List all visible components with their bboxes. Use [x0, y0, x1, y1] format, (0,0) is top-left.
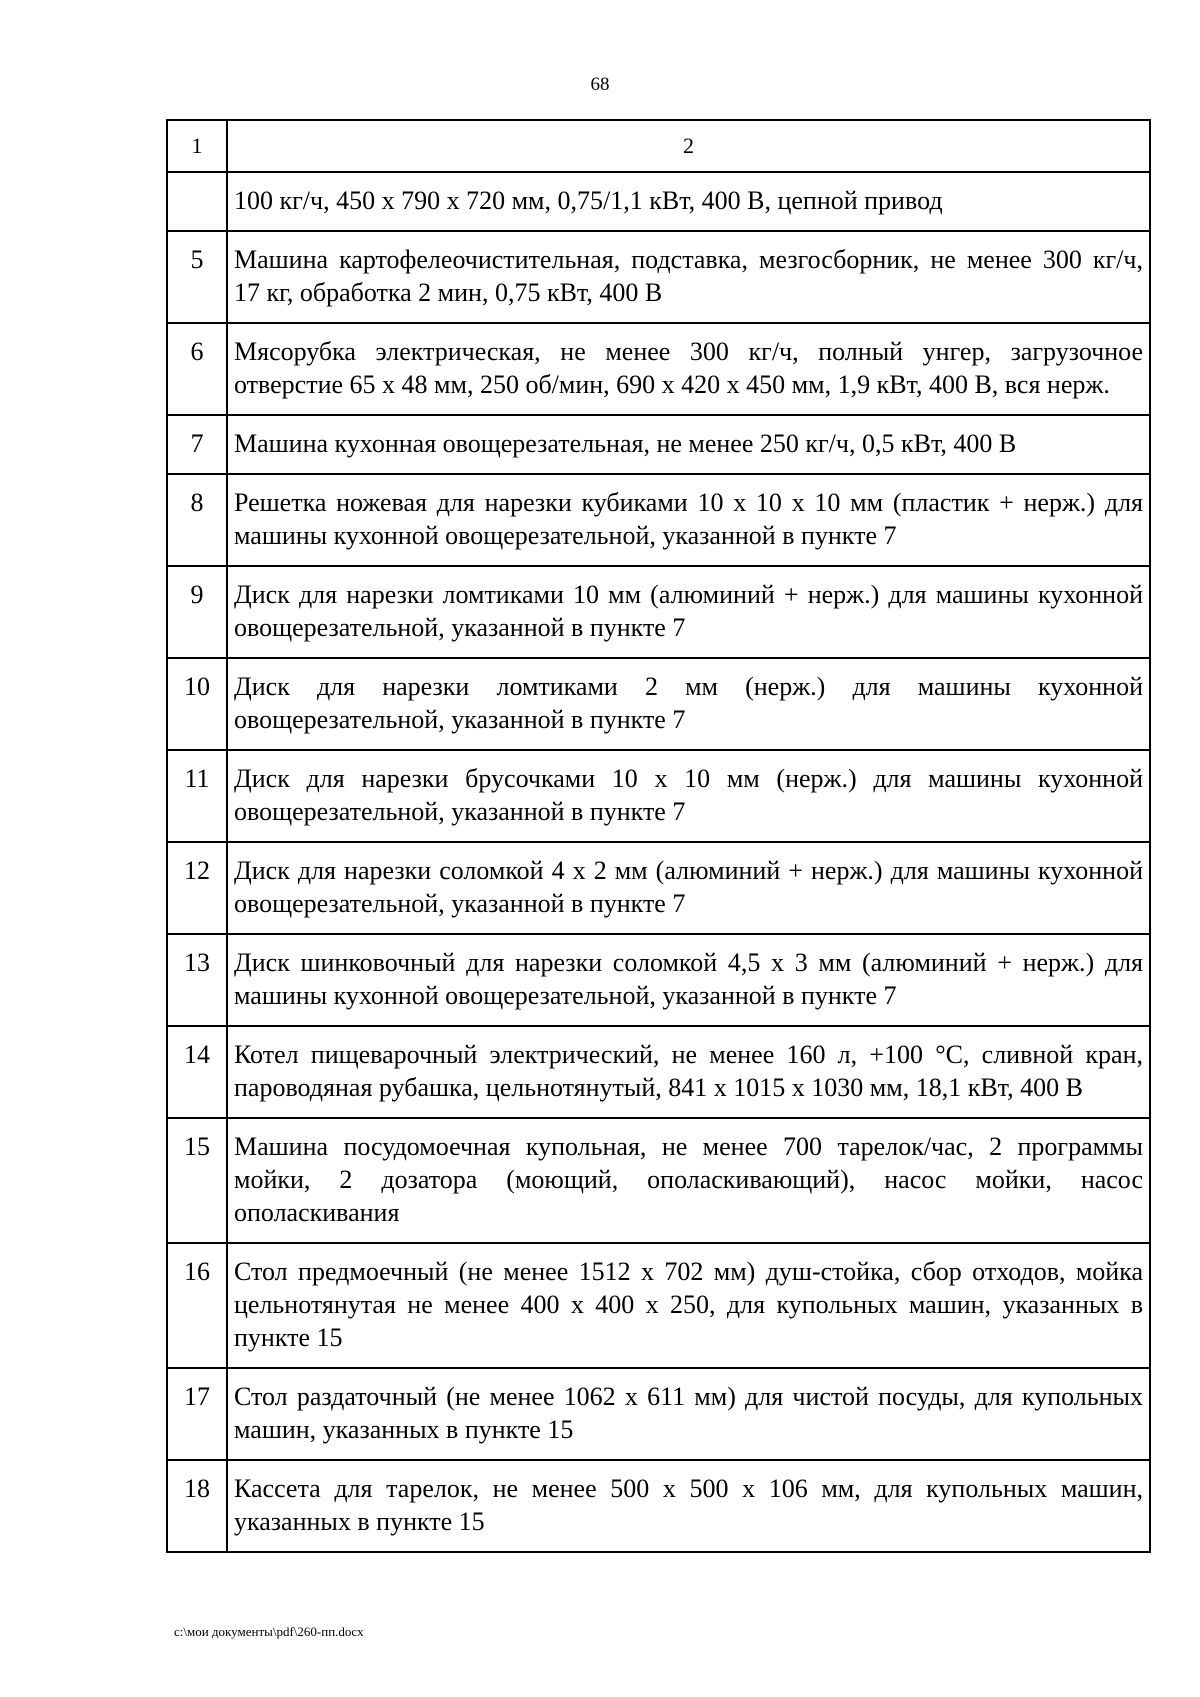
header-cell-number: 1 — [167, 120, 227, 172]
table-row — [167, 231, 1150, 323]
row-number: 14 — [167, 1026, 227, 1118]
row-description: Стол раздаточный (не менее 1062 х 611 мм) для чистой посуды, для купольных машин, указанных в пункте 15 — [227, 1368, 1150, 1460]
row-number: 12 — [167, 842, 227, 934]
table-row — [167, 658, 1150, 750]
header-cell-description: 2 — [227, 120, 1150, 172]
row-number: 9 — [167, 566, 227, 658]
row-number: 8 — [167, 474, 227, 566]
table-row — [167, 1460, 1150, 1552]
row-description: Решетка ножевая для нарезки кубиками 10 х 10 х 10 мм (пластик + нерж.) для машины кухонной овощерезательной, указанной в пункте 7 — [227, 474, 1150, 566]
row-number: 5 — [167, 231, 227, 323]
table-row — [167, 842, 1150, 934]
table-header-row — [167, 120, 1150, 172]
row-description: Диск для нарезки соломкой 4 х 2 мм (алюминий + нерж.) для машины кухонной овощерезательной, указанной в пункте 7 — [227, 842, 1150, 934]
row-description: Диск для нарезки ломтиками 10 мм (алюминий + нерж.) для машины кухонной овощерезательной, указанной в пункте 7 — [227, 566, 1150, 658]
table-row — [167, 934, 1150, 1026]
row-number: 16 — [167, 1243, 227, 1368]
table-row — [167, 566, 1150, 658]
row-description: Котел пищеварочный электрический, не менее 160 л, +100 °С, сливной кран, пароводяная рубашка, цельнотянутый, 841 х 1015 х 1030 мм, 18,1 кВт, 400 В — [227, 1026, 1150, 1118]
table-row — [167, 323, 1150, 415]
row-description: Кассета для тарелок, не менее 500 х 500 х 106 мм, для купольных машин, указанных в пункте 15 — [227, 1460, 1150, 1552]
row-description: Диск для нарезки брусочками 10 х 10 мм (нерж.) для машины кухонной овощерезательной, указанной в пункте 7 — [227, 750, 1150, 842]
row-number: 15 — [167, 1118, 227, 1243]
table-row — [167, 750, 1150, 842]
row-number: 13 — [167, 934, 227, 1026]
row-number — [167, 172, 227, 231]
row-description: Диск для нарезки ломтиками 2 мм (нерж.) для машины кухонной овощерезательной, указанной в пункте 7 — [227, 658, 1150, 750]
row-number: 11 — [167, 750, 227, 842]
row-number: 7 — [167, 415, 227, 474]
table-row — [167, 415, 1150, 474]
table-row — [167, 172, 1150, 231]
footer-file-path: c:\мои документы\pdf\260-пп.docx — [174, 1624, 364, 1639]
row-number: 18 — [167, 1460, 227, 1552]
table-row — [167, 1368, 1150, 1460]
row-description: Машина картофелеочистительная, подставка, мезгосборник, не менее 300 кг/ч, 17 кг, обработка 2 мин, 0,75 кВт, 400 В — [227, 231, 1150, 323]
table-row — [167, 474, 1150, 566]
page-number: 68 — [590, 74, 610, 95]
row-description: Диск шинковочный для нарезки соломкой 4,5 х 3 мм (алюминий + нерж.) для машины кухонной овощерезательной, указанной в пункте 7 — [227, 934, 1150, 1026]
row-number: 10 — [167, 658, 227, 750]
table-row — [167, 1243, 1150, 1368]
row-description: Стол предмоечный (не менее 1512 х 702 мм) душ-стойка, сбор отходов, мойка цельнотянутая не менее 400 х 400 х 250, для купольных машин, указанных в пункте 15 — [227, 1243, 1150, 1368]
row-description: Мясорубка электрическая, не менее 300 кг/ч, полный унгер, загрузочное отверстие 65 х 48 мм, 250 об/мин, 690 х 420 х 450 мм, 1,9 кВт, 400 В, вся нерж. — [227, 323, 1150, 415]
equipment-table — [166, 119, 1151, 1553]
row-number: 6 — [167, 323, 227, 415]
row-description: Машина кухонная овощерезательная, не менее 250 кг/ч, 0,5 кВт, 400 В — [227, 415, 1150, 474]
row-description: Машина посудомоечная купольная, не менее 700 тарелок/час, 2 программы мойки, 2 дозатора (моющий, ополаскивающий), насос мойки, насос ополаскивания — [227, 1118, 1150, 1243]
row-description: 100 кг/ч, 450 х 790 х 720 мм, 0,75/1,1 кВт, 400 В, цепной привод — [227, 172, 1150, 231]
table-row — [167, 1118, 1150, 1243]
table-row — [167, 1026, 1150, 1118]
row-number: 17 — [167, 1368, 227, 1460]
